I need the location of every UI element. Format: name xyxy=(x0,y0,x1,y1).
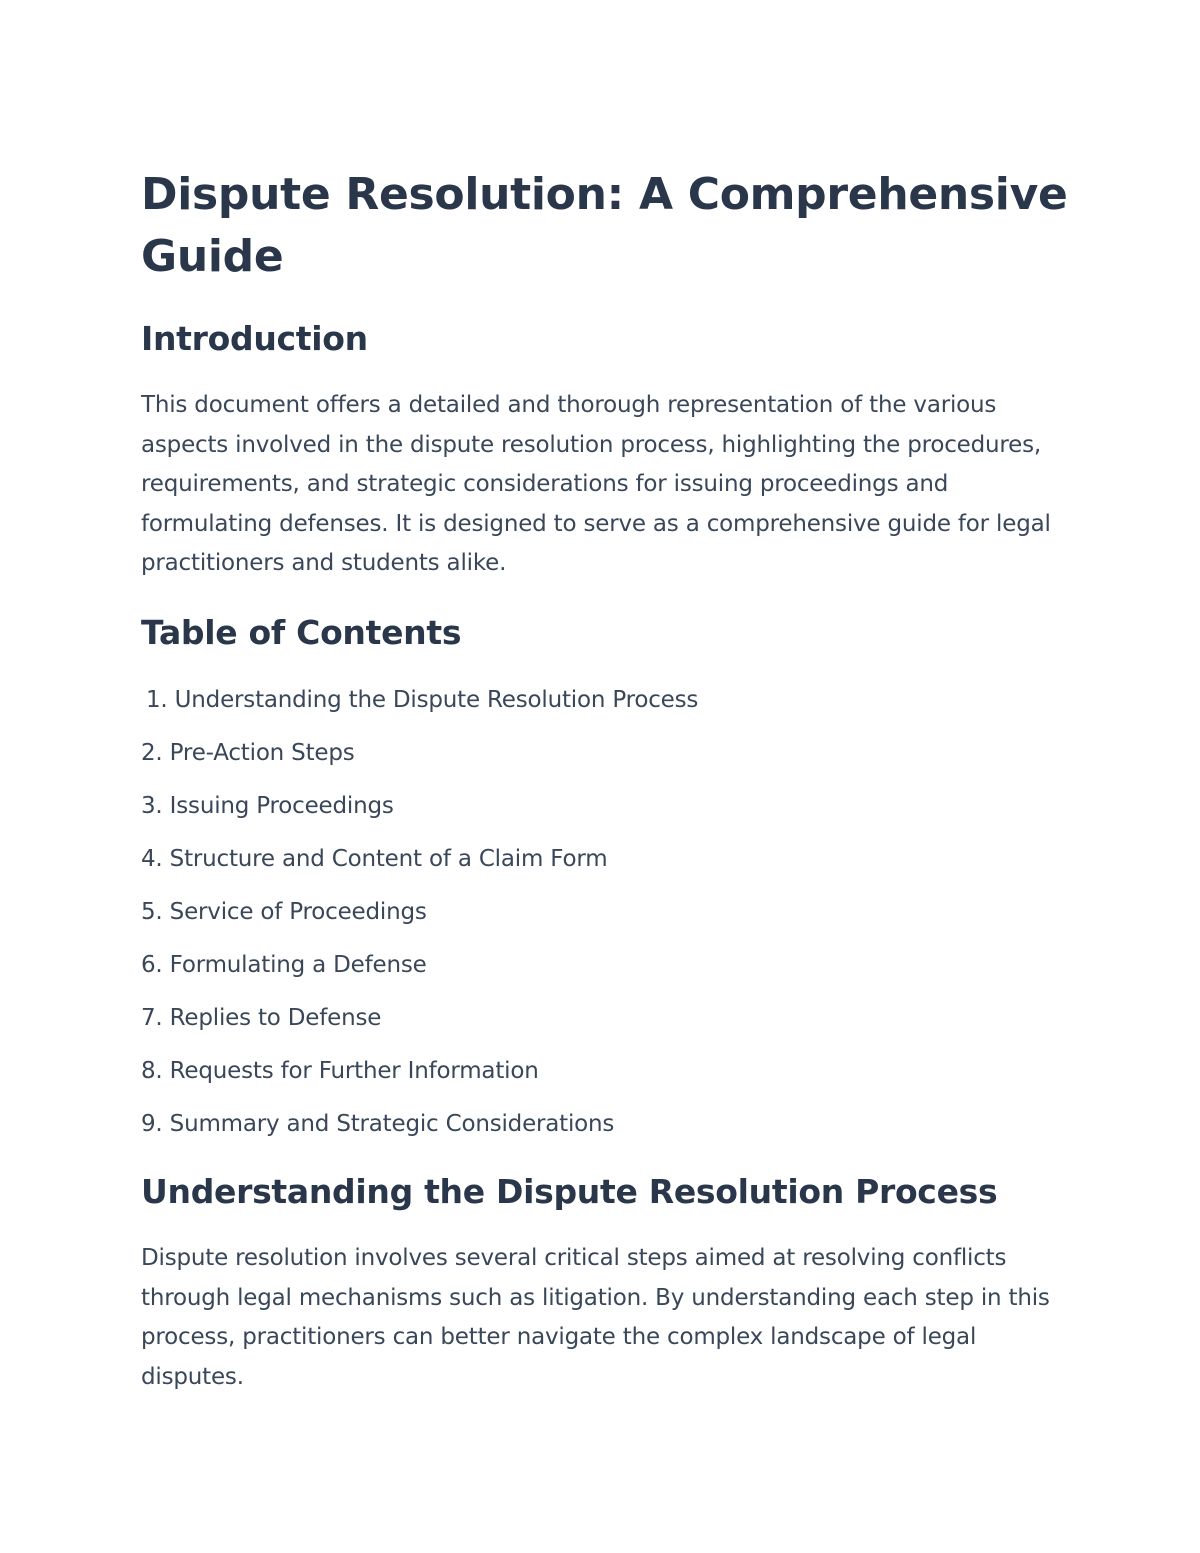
toc-heading: Table of Contents xyxy=(141,613,462,652)
toc-item-number: 1. xyxy=(146,687,168,713)
toc-item-label: Structure and Content of a Claim Form xyxy=(169,846,608,872)
toc-item-label: Pre-Action Steps xyxy=(169,740,355,766)
toc-item-label: Summary and Strategic Considerations xyxy=(169,1111,615,1137)
toc-item-number: 5. xyxy=(141,899,163,925)
toc-item-8 xyxy=(141,1050,698,1103)
toc-item-number: 6. xyxy=(141,952,163,978)
toc-item-4 xyxy=(141,838,698,891)
toc-item-label: Formulating a Defense xyxy=(169,952,427,978)
toc-item-6 xyxy=(141,944,698,997)
toc-item-2 xyxy=(141,732,698,785)
toc-item-1 xyxy=(141,679,698,732)
toc-item-label: Understanding the Dispute Resolution Process xyxy=(174,687,699,713)
toc-list xyxy=(141,679,698,1156)
toc-item-7 xyxy=(141,997,698,1050)
toc-item-label: Requests for Further Information xyxy=(169,1058,539,1084)
toc-item-label: Replies to Defense xyxy=(169,1005,382,1031)
toc-item-3 xyxy=(141,785,698,838)
introduction-paragraph: This document offers a detailed and thorough representation of the various aspects involved in the dispute resolution process, highlighting the procedures, requirements, and strategic considerations for issuing proceedings and formulating defenses. It is designed to serve as a comprehensive guide for legal practitioners and students alike. xyxy=(141,392,1051,577)
toc-item-number: 9. xyxy=(141,1111,163,1137)
toc-item-label: Service of Proceedings xyxy=(169,899,427,925)
toc-item-number: 4. xyxy=(141,846,163,872)
toc-item-5 xyxy=(141,891,698,944)
toc-item-number: 2. xyxy=(141,740,163,766)
toc-item-9 xyxy=(141,1103,698,1156)
toc-item-number: 8. xyxy=(141,1058,163,1084)
understanding-paragraph: Dispute resolution involves several critical steps aimed at resolving conflicts through legal mechanisms such as litigation. By understanding each step in this process, practitioners can better navigate the complex landscape of legal disputes. xyxy=(141,1245,1050,1390)
toc-item-label: Issuing Proceedings xyxy=(169,793,394,819)
understanding-heading: Understanding the Dispute Resolution Process xyxy=(141,1172,998,1211)
introduction-heading: Introduction xyxy=(141,319,368,358)
document-title: Dispute Resolution: A Comprehensive Guide xyxy=(141,169,1068,282)
toc-item-number: 3. xyxy=(141,793,163,819)
toc-item-number: 7. xyxy=(141,1005,163,1031)
